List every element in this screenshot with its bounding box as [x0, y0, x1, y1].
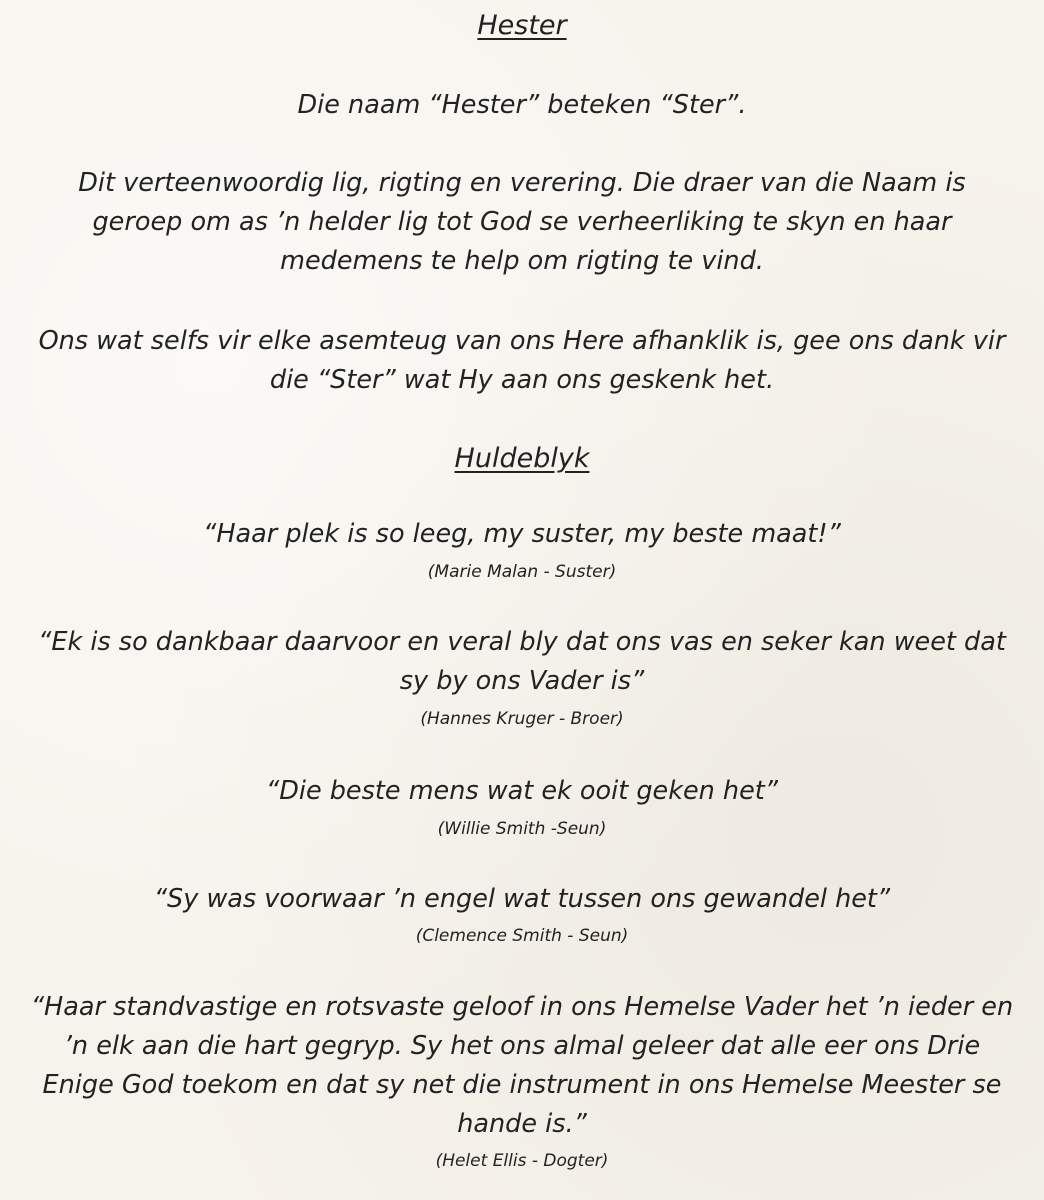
tribute-attribution: (Helet Ellis - Dogter) — [435, 1151, 609, 1171]
paragraph-line: geroep om as ’n helder lig tot God se verheerliking te skyn en haar — [92, 207, 952, 237]
tribute-attribution: (Willie Smith -Seun) — [437, 819, 607, 839]
tribute-quote-line: “Ek is so dankbaar daarvoor en veral bly dat ons vas en seker kan weet dat — [38, 627, 1006, 657]
tribute-attribution: (Marie Malan - Suster) — [427, 562, 617, 582]
tribute-attribution: (Hannes Kruger - Broer) — [420, 709, 624, 729]
tributes-heading: Huldeblyk — [454, 443, 590, 474]
tribute-quote-line: Enige God toekom en dat sy net die instrument in ons Hemelse Meester se — [42, 1070, 1002, 1100]
tribute-quote-line: sy by ons Vader is” — [399, 666, 645, 696]
tribute-quote-line: “Die beste mens wat ek ooit geken het” — [266, 776, 778, 806]
paragraph-line: Ons wat selfs vir elke asemteug van ons Here afhanklik is, gee ons dank vir — [38, 326, 1006, 356]
tribute-quote-line: “Haar plek is so leeg, my suster, my beste maat!” — [203, 519, 841, 549]
tribute-quote-line: “Haar standvastige en rotsvaste geloof in ons Hemelse Vader het ’n ieder en — [30, 992, 1014, 1022]
document-title: Hester — [477, 10, 567, 41]
tribute-quote-line: ’n elk aan die hart gegryp. Sy het ons almal geleer dat alle eer ons Drie — [63, 1031, 981, 1061]
paragraph-line: Dit verteenwoordig lig, rigting en verering. Die draer van die Naam is — [78, 168, 966, 198]
tribute-quote-line: hande is.” — [457, 1109, 587, 1139]
name-meaning: Die naam “Hester” beteken “Ster”. — [297, 90, 747, 120]
tribute-quote-line: “Sy was voorwaar ’n engel wat tussen ons gewandel het” — [153, 884, 891, 914]
paragraph-line: die “Ster” wat Hy aan ons geskenk het. — [269, 365, 775, 395]
paragraph-line: medemens te help om rigting te vind. — [280, 246, 764, 276]
tribute-attribution: (Clemence Smith - Seun) — [415, 926, 629, 946]
